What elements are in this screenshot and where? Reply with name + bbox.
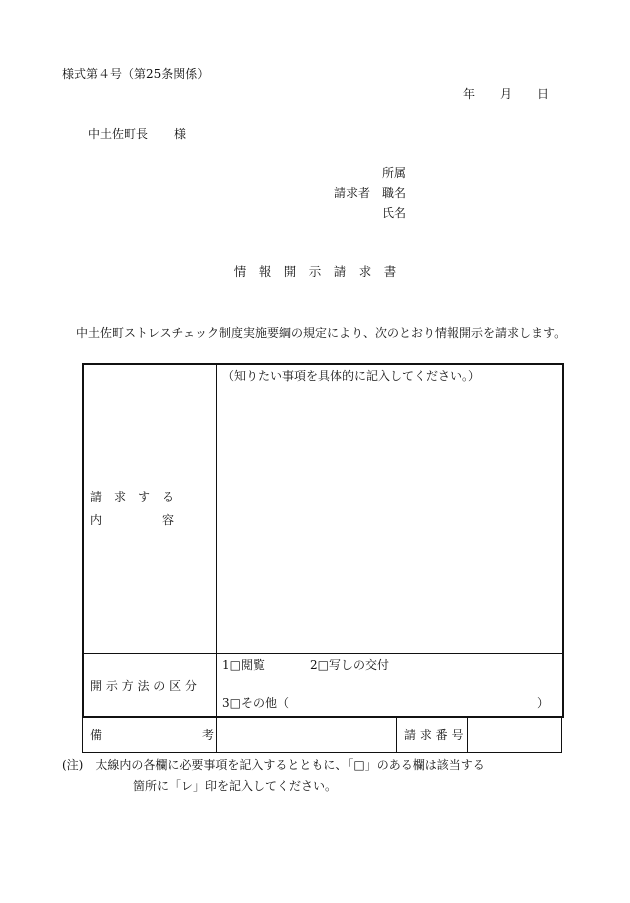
addressee-name: 中土佐町長: [88, 127, 149, 141]
request-label-text1: 請 求 す る: [90, 490, 175, 504]
note-line-1: (注) 太線内の各欄に必要事項を記入するとともに、「□」のある欄は該当する: [62, 758, 485, 772]
remarks-left-border: [82, 716, 83, 753]
intro-text: 中土佐町ストレスチェック制度実施要綱の規定により、次のとおり情報開示を請求します。: [76, 326, 567, 340]
request-number-divider: [467, 716, 468, 753]
date-year: 年: [463, 87, 476, 101]
request-number-field[interactable]: [469, 718, 559, 751]
method-option-copy[interactable]: 2□写しの交付: [310, 658, 389, 672]
remarks-right-border: [561, 716, 562, 753]
request-label-line1: [90, 491, 208, 503]
method-option-other[interactable]: 3□その他（: [222, 696, 289, 710]
request-hint: （知りたい事項を具体的に記入してください。）: [222, 369, 481, 383]
method-option-other-close: ）: [537, 696, 550, 710]
remarks-mid-divider: [396, 716, 397, 753]
addressee: [88, 128, 186, 140]
date-day: 日: [537, 87, 550, 101]
remarks-field[interactable]: [218, 718, 394, 751]
requester-field-name: 氏名: [382, 206, 407, 220]
remarks-bottom-border: [82, 752, 562, 753]
note-line-2: 箇所に「レ」印を記入してください。: [133, 779, 338, 793]
request-number-label: 請 求 番 号: [404, 728, 464, 742]
request-label-text2: 内 容: [90, 513, 175, 527]
remarks-label-left: 備: [90, 728, 103, 742]
method-option-view[interactable]: 1□閲覧: [222, 658, 265, 672]
date-line: [463, 88, 549, 100]
date-month: 月: [500, 87, 513, 101]
addressee-honorific: 様: [174, 127, 187, 141]
method-row-divider: [82, 653, 562, 654]
remarks-label-right: 考: [202, 728, 215, 742]
requester-field-affiliation: 所属: [382, 166, 407, 180]
label-column-divider: [216, 363, 217, 753]
requester-field-title: 職名: [382, 186, 407, 200]
method-label: 開 示 方 法 の 区 分: [90, 679, 197, 693]
document-title: 情 報 開 示 請 求 書: [233, 264, 397, 279]
requester-label: 請求者: [334, 186, 371, 200]
form-number: 様式第４号（第25条関係）: [62, 67, 210, 81]
request-content-field[interactable]: [220, 385, 556, 649]
request-form-table: [82, 363, 562, 753]
request-label-line2: [90, 514, 174, 526]
